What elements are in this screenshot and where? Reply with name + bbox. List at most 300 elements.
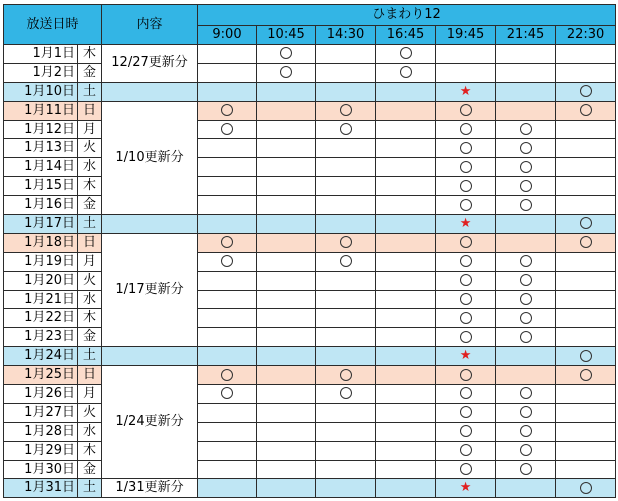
broadcast-cell <box>257 403 316 422</box>
circle-icon <box>221 104 233 116</box>
table-row <box>4 63 616 82</box>
table-row <box>4 290 616 309</box>
time-header: 14:30 <box>316 26 376 45</box>
broadcast-cell <box>257 271 316 290</box>
broadcast-cell <box>556 120 616 139</box>
broadcast-cell <box>257 385 316 404</box>
circle-icon <box>460 142 472 154</box>
table-row <box>4 252 616 271</box>
broadcast-cell <box>198 215 257 234</box>
content-cell: 1/10更新分 <box>102 101 198 214</box>
star-icon: ★ <box>459 480 472 496</box>
broadcast-cell <box>257 82 316 101</box>
broadcast-cell <box>257 120 316 139</box>
broadcast-cell <box>257 45 316 64</box>
circle-icon <box>520 293 532 305</box>
circle-icon <box>520 274 532 286</box>
broadcast-cell <box>376 290 436 309</box>
broadcast-cell <box>496 403 556 422</box>
weekday-cell: 土 <box>78 479 102 498</box>
broadcast-cell <box>496 309 556 328</box>
date-cell: 1月26日 <box>4 385 78 404</box>
broadcast-cell <box>376 63 436 82</box>
table-row <box>4 422 616 441</box>
broadcast-cell <box>556 158 616 177</box>
broadcast-cell <box>376 441 436 460</box>
broadcast-cell <box>316 252 376 271</box>
broadcast-cell <box>436 82 496 101</box>
broadcast-cell <box>257 309 316 328</box>
circle-icon <box>520 199 532 211</box>
broadcast-cell <box>496 120 556 139</box>
table-row <box>4 215 616 234</box>
circle-icon <box>580 369 592 381</box>
broadcast-cell <box>316 422 376 441</box>
circle-icon <box>400 47 412 59</box>
broadcast-cell <box>556 366 616 385</box>
broadcast-cell <box>496 82 556 101</box>
broadcast-cell <box>316 101 376 120</box>
broadcast-cell <box>198 177 257 196</box>
circle-icon <box>460 293 472 305</box>
weekday-cell: 火 <box>78 271 102 290</box>
broadcast-cell <box>496 328 556 347</box>
broadcast-cell <box>556 101 616 120</box>
date-cell: 1月17日 <box>4 215 78 234</box>
broadcast-cell <box>376 45 436 64</box>
broadcast-cell <box>556 460 616 479</box>
date-header: 放送日時 <box>4 5 102 45</box>
circle-icon <box>221 369 233 381</box>
circle-icon <box>520 312 532 324</box>
broadcast-cell <box>436 290 496 309</box>
table-row <box>4 82 616 101</box>
date-cell: 1月28日 <box>4 422 78 441</box>
time-header: 19:45 <box>436 26 496 45</box>
circle-icon <box>460 104 472 116</box>
broadcast-cell <box>257 479 316 498</box>
circle-icon <box>580 217 592 229</box>
broadcast-cell <box>556 403 616 422</box>
broadcast-cell <box>257 215 316 234</box>
broadcast-cell <box>496 196 556 215</box>
broadcast-cell <box>316 82 376 101</box>
broadcast-cell <box>257 290 316 309</box>
broadcast-cell <box>316 347 376 366</box>
table-row <box>4 441 616 460</box>
circle-icon <box>460 312 472 324</box>
broadcast-cell <box>556 309 616 328</box>
broadcast-cell <box>257 422 316 441</box>
broadcast-cell <box>436 120 496 139</box>
broadcast-cell <box>198 101 257 120</box>
weekday-cell: 土 <box>78 347 102 366</box>
circle-icon <box>460 406 472 418</box>
broadcast-cell <box>556 479 616 498</box>
weekday-cell: 水 <box>78 422 102 441</box>
broadcast-cell <box>257 366 316 385</box>
circle-icon <box>460 123 472 135</box>
schedule-table <box>3 4 616 498</box>
date-cell: 1月15日 <box>4 177 78 196</box>
date-cell: 1月29日 <box>4 441 78 460</box>
weekday-cell: 土 <box>78 215 102 234</box>
weekday-cell: 金 <box>78 328 102 347</box>
broadcast-cell <box>198 328 257 347</box>
broadcast-cell <box>198 441 257 460</box>
broadcast-cell <box>316 177 376 196</box>
broadcast-cell <box>436 252 496 271</box>
weekday-cell: 金 <box>78 460 102 479</box>
broadcast-cell <box>436 177 496 196</box>
broadcast-cell <box>496 290 556 309</box>
date-cell: 1月30日 <box>4 460 78 479</box>
broadcast-cell <box>376 460 436 479</box>
table-row <box>4 271 616 290</box>
broadcast-cell <box>556 347 616 366</box>
broadcast-cell <box>556 233 616 252</box>
circle-icon <box>340 369 352 381</box>
broadcast-cell <box>198 366 257 385</box>
broadcast-cell <box>316 233 376 252</box>
broadcast-cell <box>316 63 376 82</box>
circle-icon <box>520 406 532 418</box>
weekday-cell: 火 <box>78 403 102 422</box>
broadcast-cell <box>316 139 376 158</box>
broadcast-cell <box>198 385 257 404</box>
weekday-cell: 木 <box>78 177 102 196</box>
star-icon: ★ <box>459 215 472 231</box>
broadcast-cell <box>436 385 496 404</box>
broadcast-cell <box>496 271 556 290</box>
circle-icon <box>460 180 472 192</box>
weekday-cell: 土 <box>78 82 102 101</box>
broadcast-cell <box>376 215 436 234</box>
broadcast-cell <box>316 290 376 309</box>
broadcast-cell <box>257 252 316 271</box>
circle-icon <box>460 463 472 475</box>
broadcast-cell <box>257 460 316 479</box>
broadcast-cell <box>198 196 257 215</box>
broadcast-cell <box>376 233 436 252</box>
circle-icon <box>280 47 292 59</box>
circle-icon <box>520 387 532 399</box>
circle-icon <box>340 123 352 135</box>
circle-icon <box>520 123 532 135</box>
weekday-cell: 月 <box>78 252 102 271</box>
circle-icon <box>340 236 352 248</box>
broadcast-cell <box>496 252 556 271</box>
broadcast-cell <box>496 63 556 82</box>
table-row <box>4 309 616 328</box>
table-row <box>4 366 616 385</box>
circle-icon <box>580 85 592 97</box>
circle-icon <box>520 444 532 456</box>
broadcast-cell <box>556 196 616 215</box>
broadcast-cell <box>376 252 436 271</box>
broadcast-cell <box>436 63 496 82</box>
table-row <box>4 328 616 347</box>
broadcast-cell <box>316 328 376 347</box>
broadcast-cell <box>257 347 316 366</box>
table-row <box>4 479 616 498</box>
weekday-cell: 金 <box>78 63 102 82</box>
date-cell: 1月27日 <box>4 403 78 422</box>
broadcast-cell <box>496 158 556 177</box>
weekday-cell: 月 <box>78 120 102 139</box>
broadcast-cell <box>376 479 436 498</box>
circle-icon <box>520 331 532 343</box>
broadcast-cell <box>496 101 556 120</box>
circle-icon <box>460 199 472 211</box>
circle-icon <box>520 463 532 475</box>
table-row <box>4 120 616 139</box>
date-cell: 1月31日 <box>4 479 78 498</box>
broadcast-cell <box>198 233 257 252</box>
table-row <box>4 347 616 366</box>
weekday-cell: 日 <box>78 101 102 120</box>
broadcast-cell <box>496 215 556 234</box>
broadcast-cell <box>376 120 436 139</box>
weekday-cell: 水 <box>78 290 102 309</box>
broadcast-cell <box>376 347 436 366</box>
broadcast-cell <box>556 252 616 271</box>
date-cell: 1月2日 <box>4 63 78 82</box>
broadcast-cell <box>257 158 316 177</box>
broadcast-cell <box>436 347 496 366</box>
broadcast-cell <box>198 290 257 309</box>
circle-icon <box>460 444 472 456</box>
broadcast-cell <box>198 309 257 328</box>
content-cell: 12/27更新分 <box>102 45 198 83</box>
circle-icon <box>221 123 233 135</box>
weekday-cell: 水 <box>78 158 102 177</box>
circle-icon <box>460 274 472 286</box>
broadcast-cell <box>436 158 496 177</box>
broadcast-cell <box>556 63 616 82</box>
broadcast-cell <box>436 45 496 64</box>
broadcast-cell <box>376 196 436 215</box>
date-cell: 1月24日 <box>4 347 78 366</box>
circle-icon <box>520 425 532 437</box>
circle-icon <box>460 161 472 173</box>
broadcast-cell <box>556 215 616 234</box>
content-cell: 1/31更新分 <box>102 479 198 498</box>
table-row <box>4 45 616 64</box>
broadcast-cell <box>198 460 257 479</box>
broadcast-cell <box>376 403 436 422</box>
broadcast-cell <box>376 309 436 328</box>
circle-icon <box>580 236 592 248</box>
broadcast-cell <box>316 385 376 404</box>
date-cell: 1月23日 <box>4 328 78 347</box>
circle-icon <box>340 255 352 267</box>
date-cell: 1月14日 <box>4 158 78 177</box>
broadcast-cell <box>556 177 616 196</box>
time-header: 21:45 <box>496 26 556 45</box>
date-cell: 1月22日 <box>4 309 78 328</box>
broadcast-cell <box>316 309 376 328</box>
broadcast-cell <box>496 233 556 252</box>
broadcast-cell <box>198 139 257 158</box>
broadcast-cell <box>198 347 257 366</box>
content-cell <box>102 347 198 366</box>
content-cell: 1/24更新分 <box>102 366 198 479</box>
date-cell: 1月12日 <box>4 120 78 139</box>
circle-icon <box>221 236 233 248</box>
table-body <box>4 45 616 498</box>
broadcast-cell <box>496 422 556 441</box>
broadcast-cell <box>198 403 257 422</box>
broadcast-cell <box>436 139 496 158</box>
broadcast-cell <box>556 45 616 64</box>
table-row <box>4 101 616 120</box>
time-header: 9:00 <box>198 26 257 45</box>
broadcast-cell <box>376 177 436 196</box>
broadcast-cell <box>556 139 616 158</box>
broadcast-cell <box>316 45 376 64</box>
circle-icon <box>520 161 532 173</box>
date-cell: 1月25日 <box>4 366 78 385</box>
broadcast-cell <box>376 139 436 158</box>
broadcast-cell <box>316 403 376 422</box>
content-cell: 1/17更新分 <box>102 233 198 346</box>
content-cell <box>102 215 198 234</box>
circle-icon <box>280 66 292 78</box>
broadcast-cell <box>496 45 556 64</box>
broadcast-cell <box>556 441 616 460</box>
circle-icon <box>400 66 412 78</box>
broadcast-cell <box>316 158 376 177</box>
circle-icon <box>460 425 472 437</box>
broadcast-cell <box>198 422 257 441</box>
broadcast-cell <box>376 158 436 177</box>
broadcast-cell <box>436 309 496 328</box>
broadcast-cell <box>436 271 496 290</box>
broadcast-cell <box>556 82 616 101</box>
content-cell <box>102 82 198 101</box>
broadcast-cell <box>376 366 436 385</box>
time-header: 10:45 <box>257 26 316 45</box>
broadcast-cell <box>316 479 376 498</box>
table-row <box>4 196 616 215</box>
time-header: 22:30 <box>556 26 616 45</box>
date-cell: 1月21日 <box>4 290 78 309</box>
weekday-cell: 日 <box>78 233 102 252</box>
broadcast-cell <box>376 271 436 290</box>
broadcast-cell <box>198 252 257 271</box>
broadcast-cell <box>436 441 496 460</box>
broadcast-cell <box>436 460 496 479</box>
broadcast-cell <box>436 366 496 385</box>
circle-icon <box>520 255 532 267</box>
broadcast-cell <box>316 271 376 290</box>
broadcast-cell <box>316 441 376 460</box>
broadcast-cell <box>436 479 496 498</box>
broadcast-cell <box>496 441 556 460</box>
date-cell: 1月10日 <box>4 82 78 101</box>
circle-icon <box>460 331 472 343</box>
broadcast-cell <box>257 233 316 252</box>
date-cell: 1月11日 <box>4 101 78 120</box>
broadcast-cell <box>556 290 616 309</box>
circle-icon <box>520 142 532 154</box>
broadcast-cell <box>198 82 257 101</box>
broadcast-cell <box>257 63 316 82</box>
circle-icon <box>221 255 233 267</box>
broadcast-cell <box>436 233 496 252</box>
date-cell: 1月13日 <box>4 139 78 158</box>
table-row <box>4 139 616 158</box>
broadcast-cell <box>198 158 257 177</box>
broadcast-cell <box>436 328 496 347</box>
broadcast-cell <box>496 460 556 479</box>
circle-icon <box>460 369 472 381</box>
table-row <box>4 158 616 177</box>
weekday-cell: 木 <box>78 441 102 460</box>
circle-icon <box>580 350 592 362</box>
broadcast-cell <box>436 422 496 441</box>
weekday-cell: 日 <box>78 366 102 385</box>
broadcast-cell <box>316 196 376 215</box>
broadcast-cell <box>376 328 436 347</box>
weekday-cell: 木 <box>78 309 102 328</box>
weekday-cell: 木 <box>78 45 102 64</box>
broadcast-cell <box>496 479 556 498</box>
broadcast-cell <box>556 271 616 290</box>
broadcast-cell <box>257 101 316 120</box>
weekday-cell: 金 <box>78 196 102 215</box>
table-row <box>4 233 616 252</box>
table-row <box>4 403 616 422</box>
table-row <box>4 460 616 479</box>
circle-icon <box>460 387 472 399</box>
broadcast-cell <box>257 139 316 158</box>
date-cell: 1月16日 <box>4 196 78 215</box>
broadcast-cell <box>316 366 376 385</box>
broadcast-cell <box>436 101 496 120</box>
star-icon: ★ <box>459 348 472 364</box>
broadcast-cell <box>436 403 496 422</box>
weekday-cell: 火 <box>78 139 102 158</box>
table-header <box>4 5 616 45</box>
star-icon: ★ <box>459 83 472 99</box>
circle-icon <box>460 255 472 267</box>
broadcast-cell <box>496 177 556 196</box>
circle-icon <box>520 180 532 192</box>
broadcast-cell <box>198 45 257 64</box>
broadcast-cell <box>556 422 616 441</box>
broadcast-cell <box>436 196 496 215</box>
broadcast-cell <box>198 120 257 139</box>
content-header: 内容 <box>102 5 198 45</box>
broadcast-cell <box>556 328 616 347</box>
broadcast-cell <box>198 63 257 82</box>
broadcast-cell <box>496 347 556 366</box>
broadcast-cell <box>198 271 257 290</box>
broadcast-cell <box>257 196 316 215</box>
table-row <box>4 177 616 196</box>
date-cell: 1月18日 <box>4 233 78 252</box>
circle-icon <box>460 236 472 248</box>
circle-icon <box>340 387 352 399</box>
broadcast-cell <box>257 177 316 196</box>
broadcast-cell <box>257 328 316 347</box>
broadcast-cell <box>496 385 556 404</box>
broadcast-cell <box>376 101 436 120</box>
broadcast-cell <box>376 82 436 101</box>
broadcast-cell <box>496 366 556 385</box>
